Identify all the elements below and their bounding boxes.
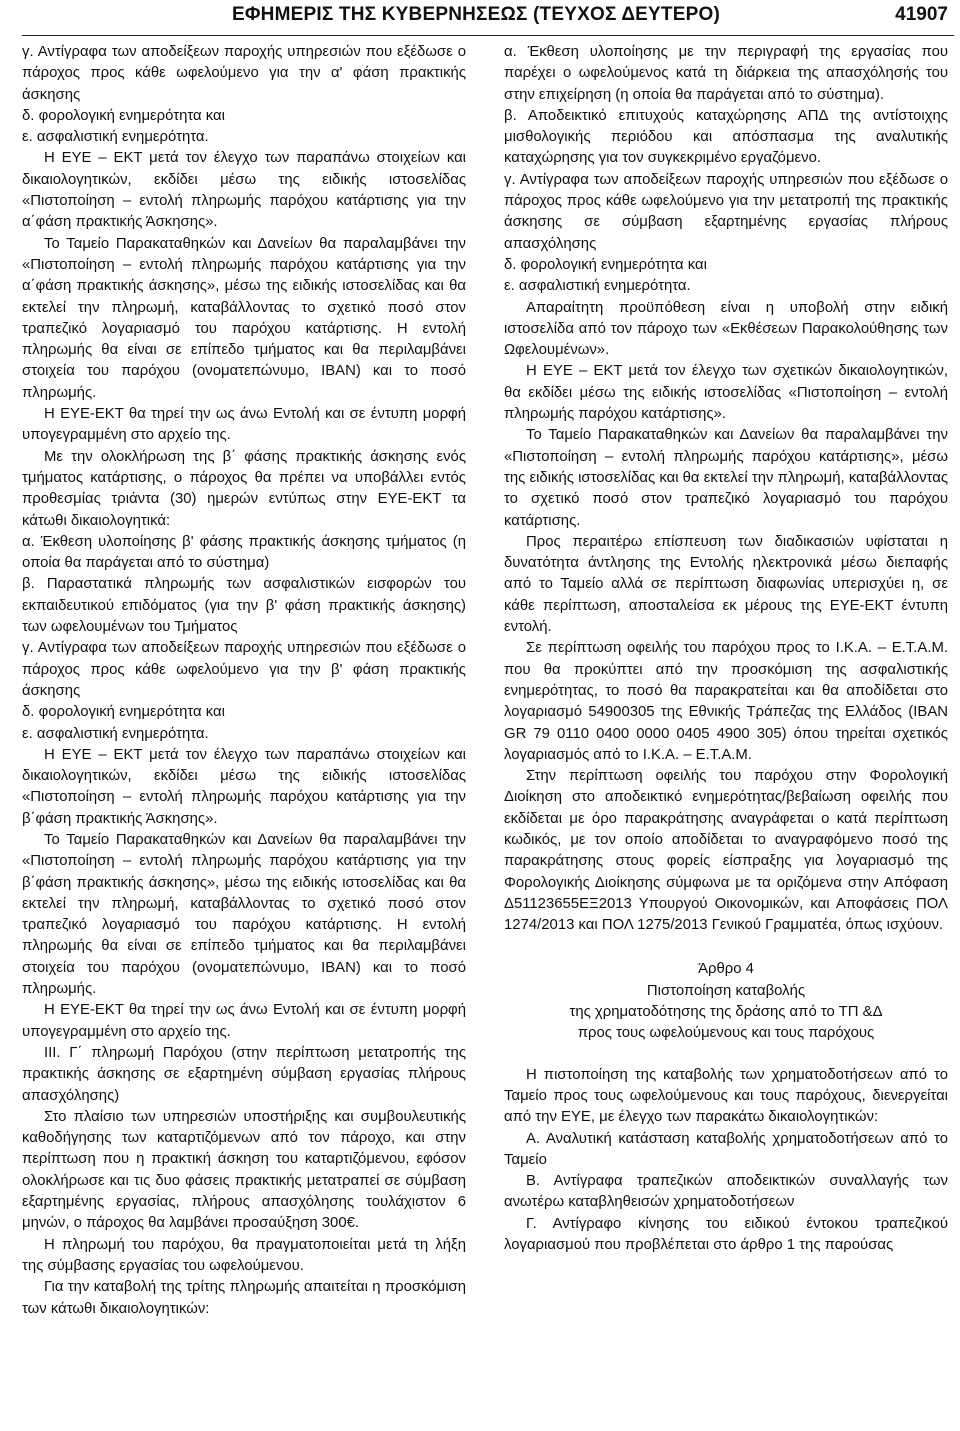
paragraph: α. Έκθεση υλοποίησης β' φάσης πρακτικής άσκησης τμήματος (η οποία θα παράγεται από το σύστημα) — [22, 533, 466, 572]
paragraph: Η πιστοποίηση της καταβολής των χρηματοδοτήσεων από το Ταμείο προς τους ωφελούμενους και τους παρόχους, διενεργείται από την ΕΥΕ, με έλεγχο των παρακάτω δικαιολογητικών: — [504, 1066, 948, 1126]
paragraph: Με την ολοκλήρωση της β΄ φάσης πρακτικής άσκησης ενός τμήματος κατάρτισης, ο πάροχος θα πρέπει να υποβάλλει εντός προθεσμίας τριάντα (30) ημερών εντύπως στην ΕΥΕ-ΕΚΤ τα κάτωθι δικαιολογητικά: — [22, 448, 466, 529]
paragraph: Η ΕΥΕ-ΕΚΤ θα τηρεί την ως άνω Εντολή και σε έντυπη μορφή υπογεγραμμένη στο αρχείο της. — [22, 406, 466, 444]
paragraph: Το Ταμείο Παρακαταθηκών και Δανείων θα παραλαμβάνει την «Πιστοποίηση – εντολή πληρωμής παρόχου κατάρτισης», μέσω της ειδικής ιστοσελίδας και θα εκτελεί την πληρωμή, καταβάλλοντας το σχετικό ποσό στον τραπεζικό λογαριασμό του παρόχου κατάρτισης. — [504, 427, 948, 529]
paragraph: δ. φορολογική ενημερότητα και — [504, 256, 707, 273]
article-number: Άρθρο 4 — [698, 961, 754, 978]
paragraph: β. Παραστατικά πληρωμής των ασφαλιστικών εισφορών του εκπαιδευτικού επιδόματος (για την β' φάση πρακτικής άσκησης) των ωφελουμένων του Τμήματος — [22, 576, 466, 636]
article-title: Πιστοποίηση καταβολής — [646, 982, 806, 999]
paragraph: ΙΙΙ. Γ΄ πληρωμή Παρόχου (στην περίπτωση μετατροπής της πρακτικής άσκησης σε εξαρτημένη σύμβαση εργασίας πλήρους απασχόλησης) — [22, 1044, 466, 1104]
page-header — [0, 0, 960, 36]
paragraph: Απαραίτητη προϋπόθεση είναι η υποβολή στην ειδική ιστοσελίδα από τον πάροχο των «Εκθέσεων Παρακολούθησης των Ωφελουμένων». — [504, 299, 948, 359]
right-column — [504, 42, 948, 1256]
paragraph: β. Αποδεικτικό επιτυχούς καταχώρησης ΑΠΔ της αντίστοιχης μισθολογικής περιόδου και απόσπασμα της αναλυτικής καταχώρησης για τον συγκεκριμένο εργαζόμενο. — [504, 107, 948, 167]
paragraph: Για την καταβολή της τρίτης πληρωμής απαιτείται η προσκόμιση των κάτωθι δικαιολογητικών: — [22, 1279, 466, 1317]
paragraph: γ. Αντίγραφα των αποδείξεων παροχής υπηρεσιών που εξέδωσε ο πάροχος προς κάθε ωφελούμενο για την β' φάση πρακτικής άσκησης — [22, 640, 466, 699]
paragraph: Η ΕΥΕ – ΕΚΤ μετά τον έλεγχο των παραπάνω στοιχείων και δικαιολογητικών, εκδίδει μέσω της ειδικής ιστοσελίδας «Πιστοποίηση – εντολή πληρωμής παρόχου κατάρτισης για την α΄φάση πρακτικής Άσκησης». — [22, 150, 466, 231]
paragraph: Η πληρωμή του παρόχου, θα πραγματοποιείται μετά τη λήξη της σύμβασης εργασίας του ωφελούμενου. — [22, 1236, 466, 1274]
paragraph: Α. Αναλυτική κατάσταση καταβολής χρηματοδοτήσεων από το Ταμείο — [504, 1130, 948, 1168]
header-divider — [22, 35, 954, 36]
paragraph: Β. Αντίγραφα τραπεζικών αποδεικτικών συναλλαγής των ανωτέρω καταβληθεισών χρηματοδοτήσεων — [504, 1173, 948, 1211]
paragraph: α. Έκθεση υλοποίησης με την περιγραφή της εργασίας που παρέχει ο ωφελούμενος κατά τη διάρκεια της απασχόλησής του στην επιχείρηση (η οποία θα παράγεται από το σύστημα). — [504, 44, 948, 103]
paragraph: δ. φορολογική ενημερότητα και — [22, 704, 225, 721]
paragraph: δ. φορολογική ενημερότητα και — [22, 107, 225, 124]
paragraph: ε. ασφαλιστική ενημερότητα. — [22, 129, 209, 146]
left-column — [22, 42, 466, 1320]
paragraph: Η ΕΥΕ – ΕΚΤ μετά τον έλεγχο των παραπάνω στοιχείων και δικαιολογητικών, εκδίδει μέσω της ειδικής ιστοσελίδας «Πιστοποίηση – εντολή πληρωμής παρόχου κατάρτισης για την β΄φάση πρακτικής Άσκησης». — [22, 746, 466, 827]
paragraph: Στην περίπτωση οφειλής του παρόχου στην Φορολογική Διοίκηση στο αποδεικτικό ενημερότητας/βεβαίωση οφειλής που εκδίδεται με όρο παρακράτησης αναγράφεται ο κατά περίπτωση κωδικός, με τον οποίο αποδίδεται το αναγραφόμενο ποσό της παρακράτησης στους φορείς είσπραξης για λογαριασμό της Φορολογικής Διοίκησης σύμφωνα με τα οριζόμενα στην Απόφαση Δ51123655ΕΞ2013 Υπουργού Οικονομικών, και Αποφάσεις ΠΟΛ 1274/2013 και ΠΟΛ 1275/2013 Γενικού Γραμματέα, όπως ισχύουν. — [504, 768, 948, 934]
section-spacer — [504, 1045, 948, 1065]
paragraph: Το Ταμείο Παρακαταθηκών και Δανείων θα παραλαμβάνει την «Πιστοποίηση – εντολή πληρωμής παρόχου κατάρτισης για την β΄φάση πρακτικής άσκησης», μέσω της ειδικής ιστοσελίδας και θα εκτελεί την πληρωμή, καταβάλλοντας το σχετικό ποσό στον τραπεζικό λογαριασμό του παρόχου κατάρτισης. Η εντολή πληρωμής θα είναι σε επίπεδο τμήματος και θα περιλαμβάνει στοιχεία του παρόχου (ονοματεπώνυμο, ΙΒΑΝ) και το ποσό πληρωμής. — [22, 831, 466, 998]
paragraph: Στο πλαίσιο των υπηρεσιών υποστήριξης και συμβουλευτικής καθοδήγησης των καταρτιζόμενων από τον πάροχο, και στην περίπτωση που η πρακτική άσκηση του καταρτιζόμενου, εφόσον ολοκλήρωσε και τις δυο φάσεις πρακτικής μετατραπεί σε σύμβαση εξαρτημένης εργασίας, πλήρους απασχόλησης τουλάχιστον 6 μηνών, ο πάροχος θα λαμβάνει προσαύξηση 300€. — [22, 1108, 466, 1232]
paragraph: ε. ασφαλιστική ενημερότητα. — [504, 278, 691, 295]
gazette-title: ΕΦΗΜΕΡΙΣ ΤΗΣ ΚΥΒΕΡΝΗΣΕΩΣ (ΤΕΥΧΟΣ ΔΕΥΤΕΡΟ) — [232, 4, 720, 25]
paragraph: Σε περίπτωση οφειλής του παρόχου προς το Ι.Κ.Α. – Ε.Τ.Α.Μ. που θα προκύπτει από την προσκόμιση της ασφαλιστικής ενημερότητας, το ποσό θα παρακρατείται και θα αποδίδεται στο λογαριασμό 54900305 της Εθνικής Τράπεζας της Ελλάδος (ΙΒΑΝ GR 79 0110 0400 0000 0405 4900 305) όπου τηρείται σχετικός λογαριασμός από το Ι.Κ.Α. – Ε.Τ.Α.Μ. — [504, 640, 948, 763]
article-subtitle: της χρηματοδότησης της δράσης από το ΤΠ &Δ — [569, 1004, 883, 1021]
paragraph: γ. Αντίγραφα των αποδείξεων παροχής υπηρεσιών που εξέδωσε ο πάροχος προς κάθε ωφελούμενο για την α' φάση πρακτικής άσκησης — [22, 44, 466, 103]
page-number: 41907 — [895, 4, 948, 25]
paragraph: Η ΕΥΕ – ΕΚΤ μετά τον έλεγχο των σχετικών δικαιολογητικών, θα εκδίδει μέσω της ειδικής ιστοσελίδας «Πιστοποίηση – εντολή πληρωμής παρόχου κατάρτισης». — [504, 363, 948, 423]
paragraph: ε. ασφαλιστική ενημερότητα. — [22, 725, 209, 742]
paragraph: Προς περαιτέρω επίσπευση των διαδικασιών υφίσταται η δυνατότητα άντλησης της Εντολής ηλεκτρονικά μέσω διεπαφής από το Ταμείο αλλά σε περίπτωση διαφωνίας υπερισχύει η, σε κάθε περίπτωση, αποσταλείσα εκ μέρους της ΕΥΕ-ΕΚΤ έντυπη εντολή. — [504, 533, 948, 636]
paragraph: Η ΕΥΕ-ΕΚΤ θα τηρεί την ως άνω Εντολή και σε έντυπη μορφή υπογεγραμμένη στο αρχείο της. — [22, 1002, 466, 1040]
article-subtitle: προς τους ωφελούμενους και τους παρόχους — [577, 1025, 875, 1042]
paragraph: γ. Αντίγραφα των αποδείξεων παροχής υπηρεσιών που εξέδωσε ο πάροχος προς κάθε ωφελούμενο για την μετατροπή της πρακτικής άσκησης σε σύμβαση εξαρτημένης εργασίας πλήρους απασχόλησης — [504, 171, 948, 252]
paragraph: Γ. Αντίγραφο κίνησης του ειδικού έντοκου τραπεζικού λογαριασμού που προβλέπεται στο άρθρο 1 της παρούσας — [504, 1215, 948, 1254]
paragraph: Το Ταμείο Παρακαταθηκών και Δανείων θα παραλαμβάνει την «Πιστοποίηση – εντολή πληρωμής παρόχου κατάρτισης για την α΄φάση πρακτικής άσκησης», μέσω της ειδικής ιστοσελίδας και θα εκτελεί την πληρωμή, καταβάλλοντας το σχετικό ποσό στον τραπεζικό λογαριασμό του παρόχου κατάρτισης. Η εντολή πληρωμής θα είναι σε επίπεδο τμήματος και θα περιλαμβάνει στοιχεία του παρόχου (ονοματεπώνυμο, ΙΒΑΝ) και το ποσό πληρωμής. — [22, 235, 466, 401]
